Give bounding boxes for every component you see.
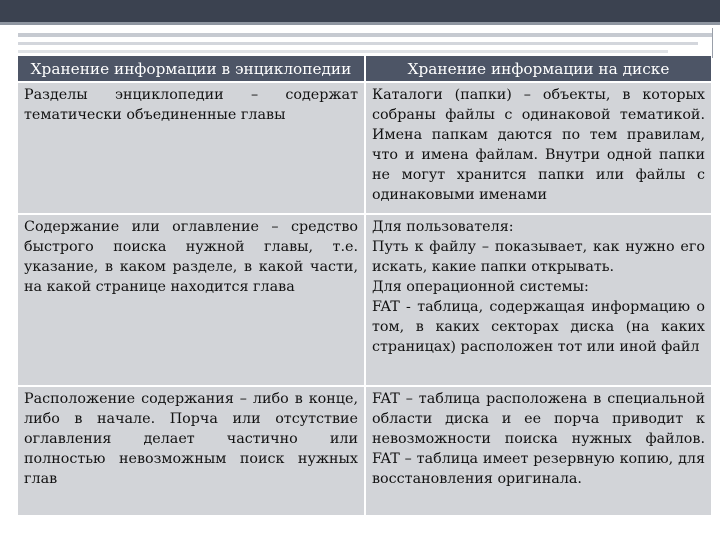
cell-folders: Каталоги (папки) – объекты, в которых собраны файлы с одинаковой тематикой. Имена папкам даются по тем правилам, что и имена файлам. Внутри одной папки не могут хранится папки или файлы с одинаковыми именами	[365, 82, 711, 214]
cell-line: Для операционной системы:	[372, 279, 589, 295]
cell-fat-location: FAT – таблица расположена в специальной области диска и ее порча приводит к невозможности поиска нужных файлов. FAT – таблица имеет резервную копию, для восстановления оригинала.	[365, 386, 711, 516]
cell-contents: Содержание или оглавление – средство быстрого поиска нужной главы, т.е. указание, в каком разделе, в какой части, на какой странице находится глава	[18, 214, 365, 386]
cell-line: Путь к файлу – показывает, как нужно его искать, какие папки открывать.	[372, 239, 705, 275]
decorative-vertical-rule	[712, 28, 713, 58]
slide-top-bar-accent	[0, 22, 720, 25]
cell-line: FAT - таблица, содержащая информацию о том, в каких секторах диска (на каких страницах) расположен тот или иной файл	[372, 299, 705, 355]
table-row	[18, 82, 711, 214]
cell-contents-location: Расположение содержания – либо в конце, либо в начале. Порча или отсутствие оглавления делает частично или полностью невозможным поиск нужных глав	[18, 386, 365, 516]
table-row	[18, 386, 711, 516]
cell-sections: Разделы энциклопедии – содержат тематически объединенные главы	[18, 82, 365, 214]
decorative-stripe	[18, 50, 668, 53]
cell-path-and-fat	[365, 214, 711, 386]
header-disk: Хранение информации на диске	[365, 56, 711, 82]
cell-line: Для пользователя:	[372, 219, 514, 235]
decorative-stripe	[18, 33, 712, 37]
decorative-stripe	[18, 42, 698, 45]
table-row	[18, 214, 711, 386]
header-encyclopedia: Хранение информации в энциклопедии	[18, 56, 365, 82]
table-header-row	[18, 56, 711, 82]
slide-top-bar	[0, 0, 720, 22]
comparison-table	[18, 56, 711, 517]
